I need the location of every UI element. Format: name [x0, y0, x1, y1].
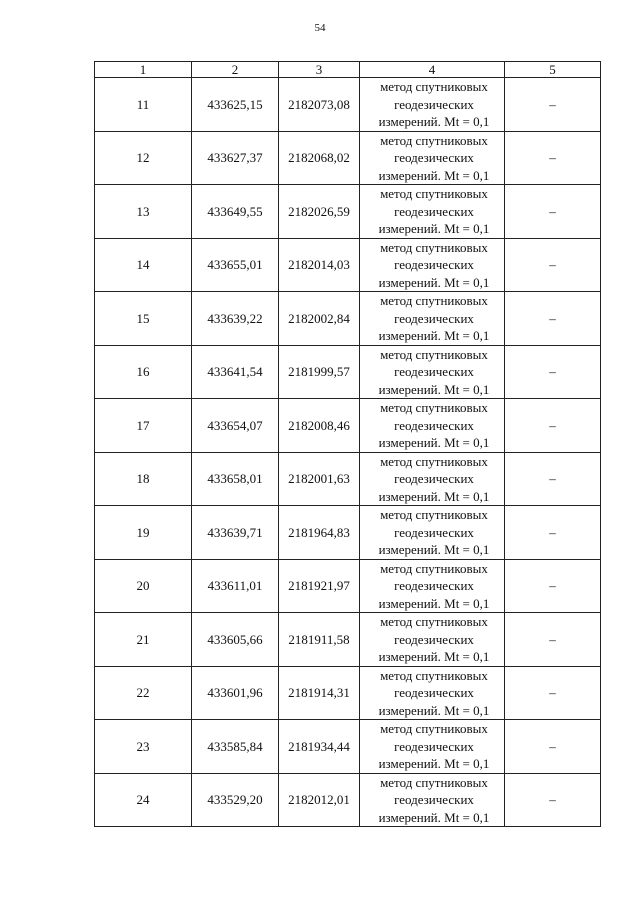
point-number-cell: 12	[95, 131, 192, 185]
table-row	[95, 613, 601, 667]
table-row	[95, 131, 601, 185]
header-col-1: 1	[95, 62, 192, 78]
header-row	[95, 62, 601, 78]
method-cell: метод спутниковых геодезических измерений. Mt = 0,1	[360, 452, 505, 506]
x-coordinate-cell: 433611,01	[192, 559, 279, 613]
point-number-cell: 17	[95, 399, 192, 453]
table-row	[95, 345, 601, 399]
x-coordinate-cell: 433641,54	[192, 345, 279, 399]
note-cell: –	[505, 559, 601, 613]
x-coordinate-cell: 433639,22	[192, 292, 279, 346]
x-coordinate-cell: 433529,20	[192, 773, 279, 827]
y-coordinate-cell: 2182073,08	[279, 78, 360, 132]
page-number: 54	[314, 22, 326, 34]
point-number-cell: 14	[95, 238, 192, 292]
table-row	[95, 185, 601, 239]
x-coordinate-cell: 433627,37	[192, 131, 279, 185]
header-col-2: 2	[192, 62, 279, 78]
note-cell: –	[505, 78, 601, 132]
table-body	[95, 78, 601, 827]
header-col-3: 3	[279, 62, 360, 78]
y-coordinate-cell: 2182068,02	[279, 131, 360, 185]
point-number-cell: 20	[95, 559, 192, 613]
point-number-cell: 21	[95, 613, 192, 667]
method-cell: метод спутниковых геодезических измерений. Mt = 0,1	[360, 185, 505, 239]
table-row	[95, 720, 601, 774]
y-coordinate-cell: 2182026,59	[279, 185, 360, 239]
method-cell: метод спутниковых геодезических измерений. Mt = 0,1	[360, 345, 505, 399]
table-row	[95, 773, 601, 827]
point-number-cell: 24	[95, 773, 192, 827]
note-cell: –	[505, 506, 601, 560]
method-cell: метод спутниковых геодезических измерений. Mt = 0,1	[360, 506, 505, 560]
point-number-cell: 22	[95, 666, 192, 720]
y-coordinate-cell: 2182012,01	[279, 773, 360, 827]
point-number-cell: 13	[95, 185, 192, 239]
y-coordinate-cell: 2182014,03	[279, 238, 360, 292]
x-coordinate-cell: 433655,01	[192, 238, 279, 292]
point-number-cell: 23	[95, 720, 192, 774]
method-cell: метод спутниковых геодезических измерений. Mt = 0,1	[360, 720, 505, 774]
x-coordinate-cell: 433658,01	[192, 452, 279, 506]
y-coordinate-cell: 2182002,84	[279, 292, 360, 346]
method-cell: метод спутниковых геодезических измерений. Mt = 0,1	[360, 238, 505, 292]
table-row	[95, 559, 601, 613]
point-number-cell: 11	[95, 78, 192, 132]
y-coordinate-cell: 2181934,44	[279, 720, 360, 774]
x-coordinate-cell: 433601,96	[192, 666, 279, 720]
point-number-cell: 18	[95, 452, 192, 506]
note-cell: –	[505, 720, 601, 774]
note-cell: –	[505, 185, 601, 239]
x-coordinate-cell: 433605,66	[192, 613, 279, 667]
table-row	[95, 399, 601, 453]
coordinates-table	[94, 61, 601, 827]
method-cell: метод спутниковых геодезических измерений. Mt = 0,1	[360, 78, 505, 132]
table-row	[95, 452, 601, 506]
point-number-cell: 16	[95, 345, 192, 399]
note-cell: –	[505, 613, 601, 667]
note-cell: –	[505, 666, 601, 720]
y-coordinate-cell: 2182001,63	[279, 452, 360, 506]
method-cell: метод спутниковых геодезических измерений. Mt = 0,1	[360, 773, 505, 827]
header-col-5: 5	[505, 62, 601, 78]
method-cell: метод спутниковых геодезических измерений. Mt = 0,1	[360, 399, 505, 453]
note-cell: –	[505, 131, 601, 185]
note-cell: –	[505, 452, 601, 506]
method-cell: метод спутниковых геодезических измерений. Mt = 0,1	[360, 613, 505, 667]
point-number-cell: 15	[95, 292, 192, 346]
x-coordinate-cell: 433625,15	[192, 78, 279, 132]
header-col-4: 4	[360, 62, 505, 78]
note-cell: –	[505, 292, 601, 346]
y-coordinate-cell: 2181921,97	[279, 559, 360, 613]
x-coordinate-cell: 433649,55	[192, 185, 279, 239]
table-row	[95, 506, 601, 560]
method-cell: метод спутниковых геодезических измерений. Mt = 0,1	[360, 292, 505, 346]
x-coordinate-cell: 433639,71	[192, 506, 279, 560]
x-coordinate-cell: 433585,84	[192, 720, 279, 774]
note-cell: –	[505, 345, 601, 399]
y-coordinate-cell: 2181911,58	[279, 613, 360, 667]
table-row	[95, 78, 601, 132]
y-coordinate-cell: 2181914,31	[279, 666, 360, 720]
note-cell: –	[505, 399, 601, 453]
method-cell: метод спутниковых геодезических измерений. Mt = 0,1	[360, 131, 505, 185]
method-cell: метод спутниковых геодезических измерений. Mt = 0,1	[360, 666, 505, 720]
table-row	[95, 292, 601, 346]
table-row	[95, 666, 601, 720]
table-header	[95, 62, 601, 78]
note-cell: –	[505, 238, 601, 292]
y-coordinate-cell: 2181999,57	[279, 345, 360, 399]
method-cell: метод спутниковых геодезических измерений. Mt = 0,1	[360, 559, 505, 613]
y-coordinate-cell: 2182008,46	[279, 399, 360, 453]
table-row	[95, 238, 601, 292]
point-number-cell: 19	[95, 506, 192, 560]
x-coordinate-cell: 433654,07	[192, 399, 279, 453]
y-coordinate-cell: 2181964,83	[279, 506, 360, 560]
note-cell: –	[505, 773, 601, 827]
